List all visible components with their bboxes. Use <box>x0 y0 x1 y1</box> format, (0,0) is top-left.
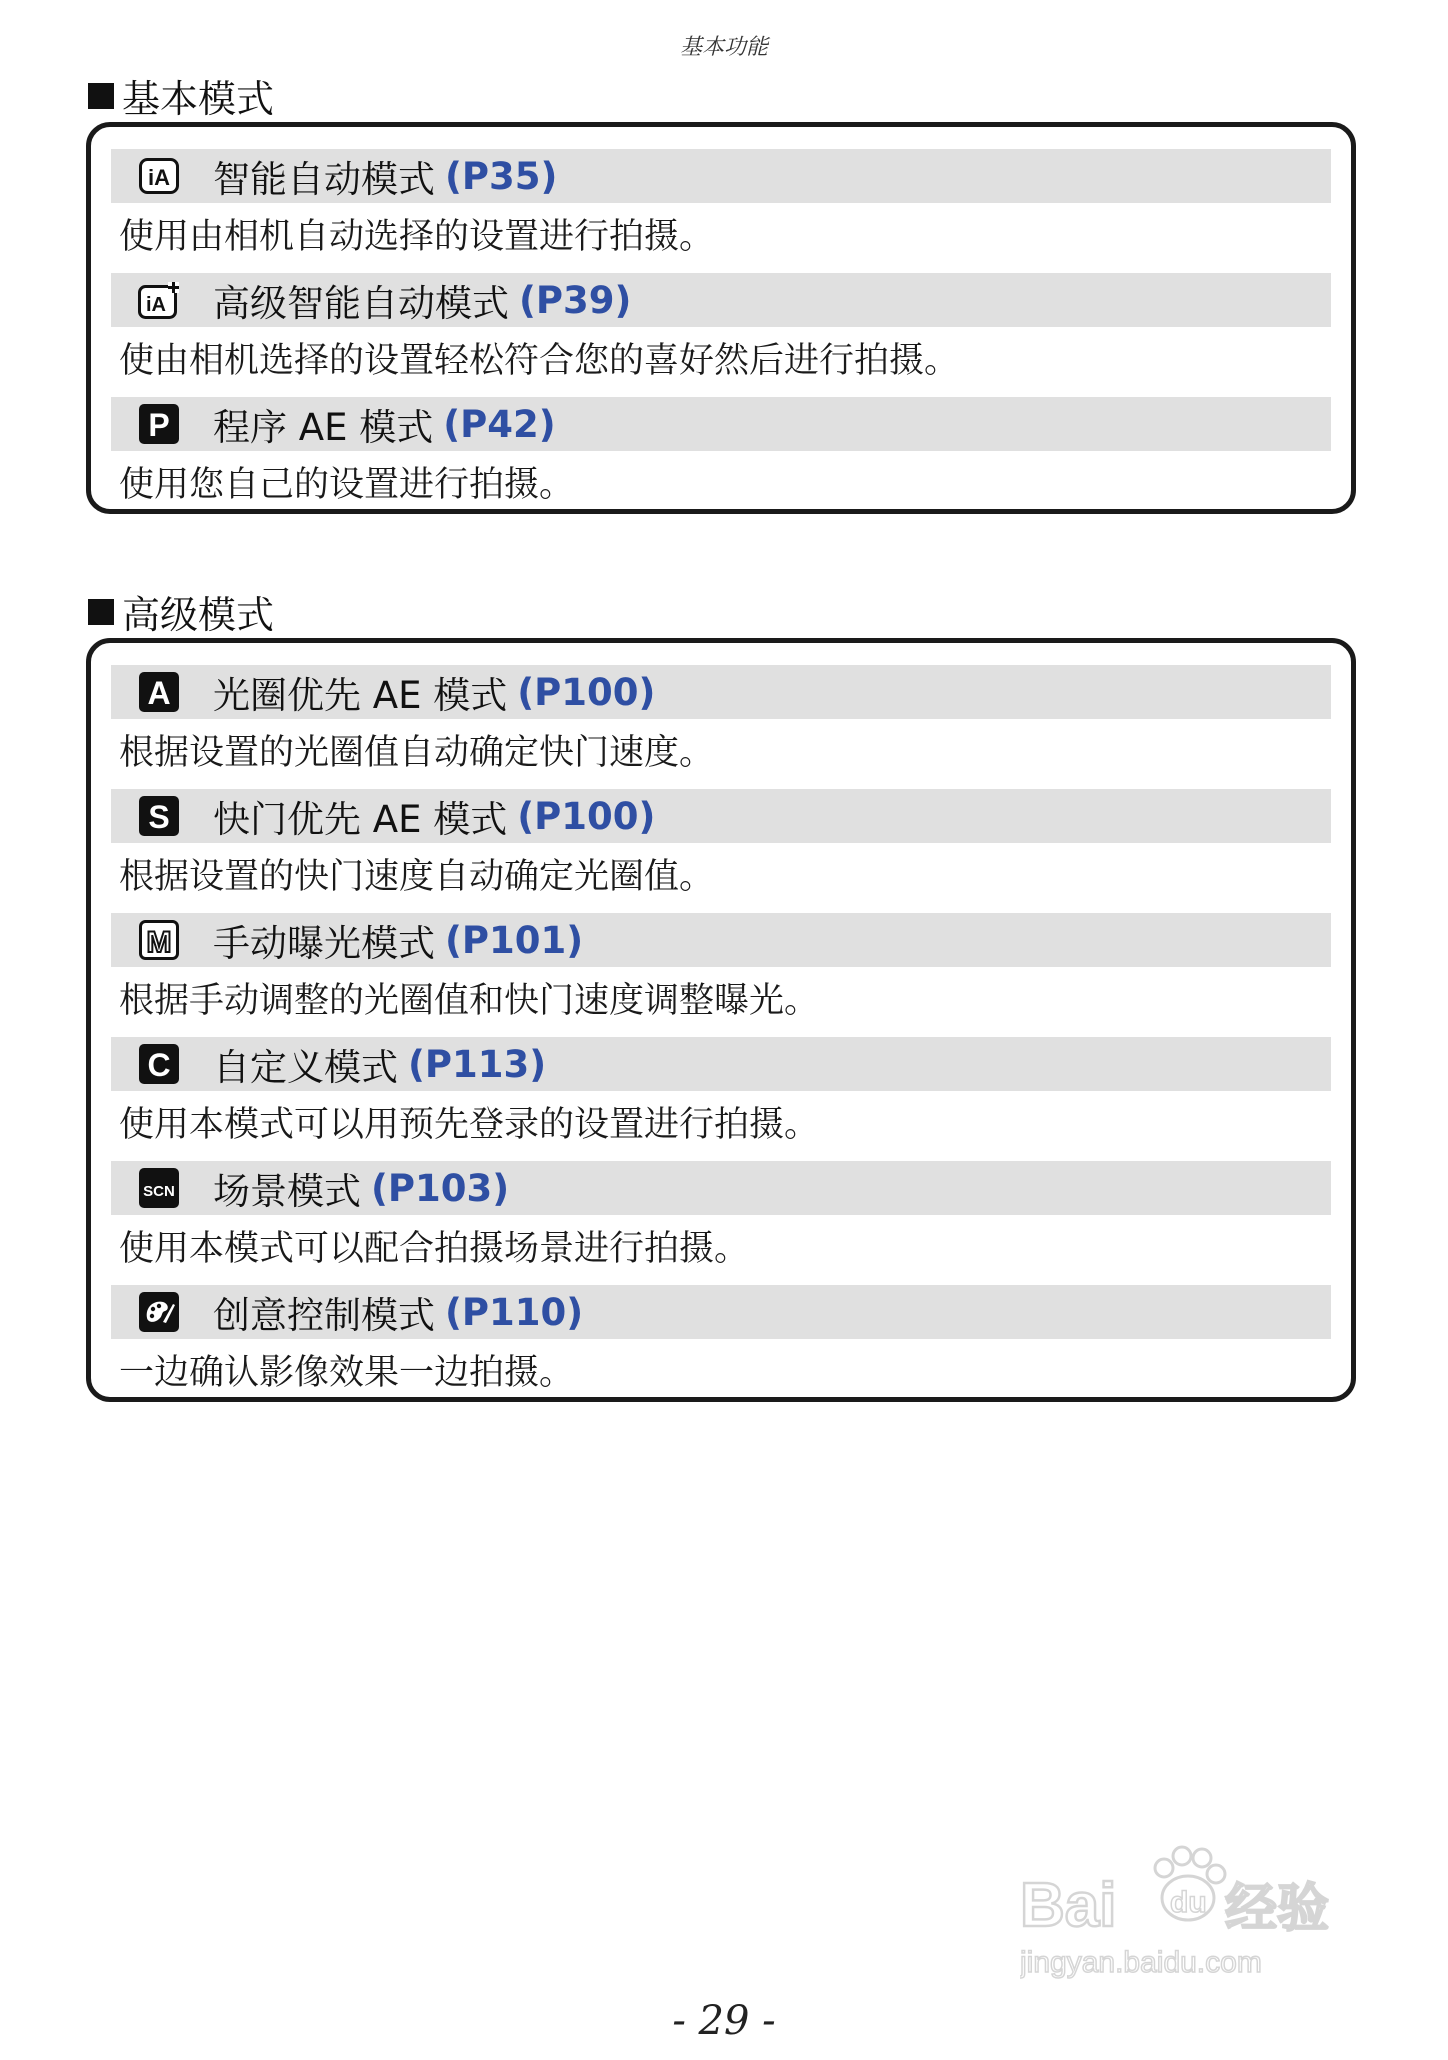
basic-modes-heading-text: 基本模式 <box>122 77 275 121</box>
mode-entry-program-ae <box>111 397 1331 507</box>
mode-description: 根据设置的快门速度自动确定光圈值。 <box>119 857 715 897</box>
mode-title-bar <box>111 397 1331 451</box>
page-reference: (P103) <box>371 1166 510 1210</box>
mode-title-bar <box>111 149 1331 203</box>
shutter-priority-icon <box>137 796 181 836</box>
advanced-modes-heading <box>88 584 274 639</box>
mode-title-bar <box>111 1037 1331 1091</box>
mode-entry-aperture-priority <box>111 665 1331 775</box>
running-header: 基本功能 <box>679 35 768 60</box>
page-number: - 29 - <box>672 1998 776 2044</box>
creative-control-icon <box>137 1292 181 1332</box>
mode-title: 快门优先 AE 模式 <box>213 798 508 841</box>
mode-title-bar <box>111 273 1331 327</box>
mode-entry-manual-exposure <box>111 913 1331 1023</box>
mode-description: 根据设置的光圈值自动确定快门速度。 <box>119 733 715 773</box>
mode-description: 一边确认影像效果一边拍摄。 <box>119 1353 575 1393</box>
svg-text:jingyan.baidu.com: jingyan.baidu.com <box>1020 1946 1262 1979</box>
mode-title: 高级智能自动模式 <box>213 282 509 325</box>
mode-title-bar <box>111 789 1331 843</box>
advanced-modes-heading-text: 高级模式 <box>122 593 275 637</box>
svg-text:A: A <box>147 675 171 711</box>
bullet-square-icon <box>88 599 114 625</box>
page-reference: (P100) <box>517 670 656 714</box>
basic-modes-box <box>86 122 1356 514</box>
mode-entry-custom <box>111 1037 1331 1147</box>
mode-title: 光圈优先 AE 模式 <box>213 674 508 717</box>
page-reference: (P113) <box>408 1042 547 1086</box>
custom-mode-icon <box>137 1044 181 1084</box>
svg-text:iA: iA <box>146 294 166 316</box>
mode-title: 创意控制模式 <box>213 1294 435 1337</box>
mode-entry-shutter-priority <box>111 789 1331 899</box>
mode-title: 手动曝光模式 <box>213 922 435 965</box>
mode-title-bar <box>111 1285 1331 1339</box>
svg-text:SCN: SCN <box>143 1183 175 1200</box>
mode-description: 使由相机选择的设置轻松符合您的喜好然后进行拍摄。 <box>119 341 960 381</box>
mode-title: 程序 AE 模式 <box>213 406 434 449</box>
mode-title-bar <box>111 913 1331 967</box>
mode-title: 自定义模式 <box>213 1046 398 1089</box>
page-reference: (P100) <box>517 794 656 838</box>
basic-modes-heading <box>88 68 274 123</box>
advanced-modes-box <box>86 638 1356 1402</box>
mode-entry-intelligent-auto-plus <box>111 273 1331 383</box>
mode-entry-creative-control <box>111 1285 1331 1395</box>
bullet-square-icon <box>88 83 114 109</box>
aperture-priority-icon <box>137 672 181 712</box>
mode-description: 使用本模式可以用预先登录的设置进行拍摄。 <box>119 1105 820 1145</box>
mode-entry-intelligent-auto <box>111 149 1331 259</box>
mode-description: 使用由相机自动选择的设置进行拍摄。 <box>119 217 715 257</box>
svg-text:du: du <box>1170 1886 1207 1919</box>
program-ae-icon <box>137 404 181 444</box>
mode-title-bar <box>111 665 1331 719</box>
mode-description: 根据手动调整的光圈值和快门速度调整曝光。 <box>119 981 820 1021</box>
intelligent-auto-icon <box>137 156 181 196</box>
page-reference: (P110) <box>445 1290 584 1334</box>
manual-exposure-icon <box>137 920 181 960</box>
svg-text:P: P <box>148 407 170 443</box>
mode-description: 使用您自己的设置进行拍摄。 <box>119 465 575 505</box>
mode-title: 场景模式 <box>213 1170 361 1213</box>
svg-text:经验: 经验 <box>1225 1879 1330 1939</box>
mode-title-bar <box>111 1161 1331 1215</box>
page-reference: (P35) <box>445 154 558 198</box>
page-reference: (P101) <box>445 918 584 962</box>
mode-description: 使用本模式可以配合拍摄场景进行拍摄。 <box>119 1229 750 1269</box>
svg-text:C: C <box>147 1047 171 1083</box>
intelligent-auto-plus-icon <box>137 280 181 320</box>
svg-text:Bai: Bai <box>1020 1871 1117 1940</box>
baidu-jingyan-watermark <box>1020 1840 1360 1990</box>
svg-text:S: S <box>148 799 170 835</box>
scene-mode-icon <box>137 1168 181 1208</box>
mode-entry-scene <box>111 1161 1331 1271</box>
page-reference: (P42) <box>443 402 556 446</box>
mode-title: 智能自动模式 <box>213 158 435 201</box>
svg-text:iA: iA <box>148 165 170 190</box>
page-reference: (P39) <box>519 278 632 322</box>
svg-text:M: M <box>146 926 172 959</box>
